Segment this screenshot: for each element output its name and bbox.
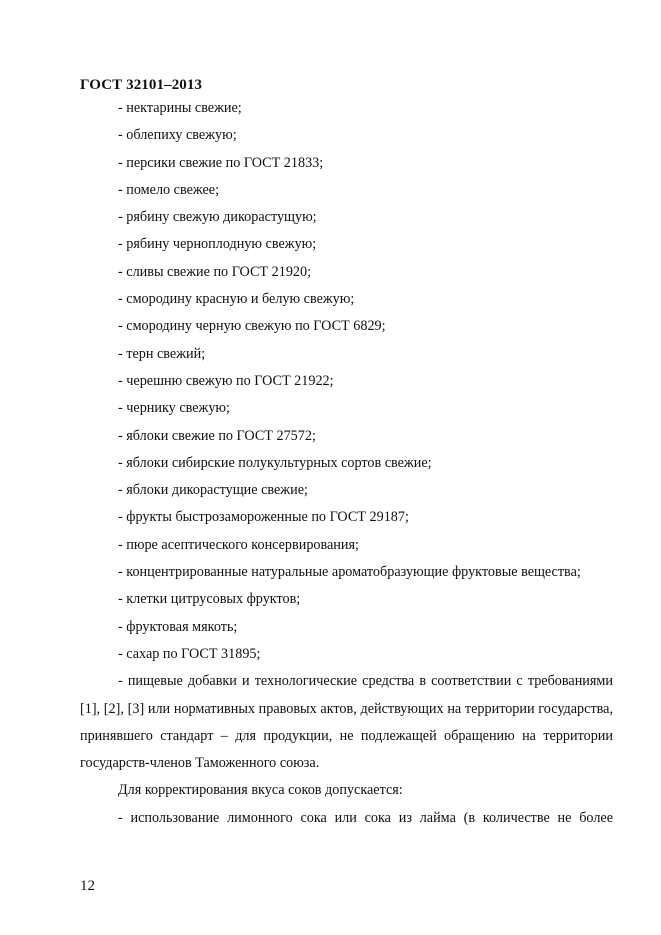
list-item: - смородину красную и белую свежую; bbox=[118, 291, 355, 308]
list-item-lemon-juice: - использование лимонного сока или сока из лайма (в количестве не более bbox=[118, 809, 613, 826]
list-item: - пюре асептического консервирования; bbox=[118, 536, 359, 553]
list-item: - персики свежие по ГОСТ 21833; bbox=[118, 154, 324, 171]
list-item: - фрукты быстрозамороженные по ГОСТ 29187; bbox=[118, 509, 409, 526]
list-item: - терн свежий; bbox=[118, 345, 206, 362]
list-item: - клетки цитрусовых фруктов; bbox=[118, 591, 301, 608]
list-item: - сливы свежие по ГОСТ 21920; bbox=[118, 263, 312, 280]
list-item: - помело свежее; bbox=[118, 181, 220, 198]
list-item: - черешню свежую по ГОСТ 21922; bbox=[118, 372, 334, 389]
list-item: - яблоки свежие по ГОСТ 27572; bbox=[118, 427, 316, 444]
list-item: - нектарины свежие; bbox=[118, 100, 242, 116]
list-item: - чернику свежую; bbox=[118, 400, 230, 417]
document-code-header: ГОСТ 32101–2013 bbox=[80, 77, 203, 93]
list-item: - облепиху свежую; bbox=[118, 127, 237, 144]
list-item: - яблоки сибирские полукультурных сортов свежие; bbox=[118, 454, 432, 471]
taste-correction-paragraph: Для корректирования вкуса соков допускается: bbox=[118, 782, 403, 799]
list-item: - сахар по ГОСТ 31895; bbox=[118, 645, 261, 662]
page-number: 12 bbox=[80, 878, 95, 894]
list-item: - смородину черную свежую по ГОСТ 6829; bbox=[118, 318, 386, 335]
list-item: - рябину свежую дикорастущую; bbox=[118, 209, 317, 226]
list-item: - яблоки дикорастущие свежие; bbox=[118, 482, 308, 499]
list-item-food-additives: - пищевые добавки и технологические средства в соответствии с требованиями [1], [2], [3] или нормативных правовых актов, действующих на территории государства, принявшего стандарт – для продукции, не подлежащей обращению на территории государств-членов Таможенного союза. bbox=[80, 673, 613, 772]
list-item: - фруктовая мякоть; bbox=[118, 618, 238, 635]
document-body bbox=[80, 95, 613, 832]
list-item: - рябину черноплодную свежую; bbox=[118, 236, 317, 253]
list-item-aroma-substances: - концентрированные натуральные ароматобразующие фруктовые вещества; bbox=[118, 564, 581, 581]
